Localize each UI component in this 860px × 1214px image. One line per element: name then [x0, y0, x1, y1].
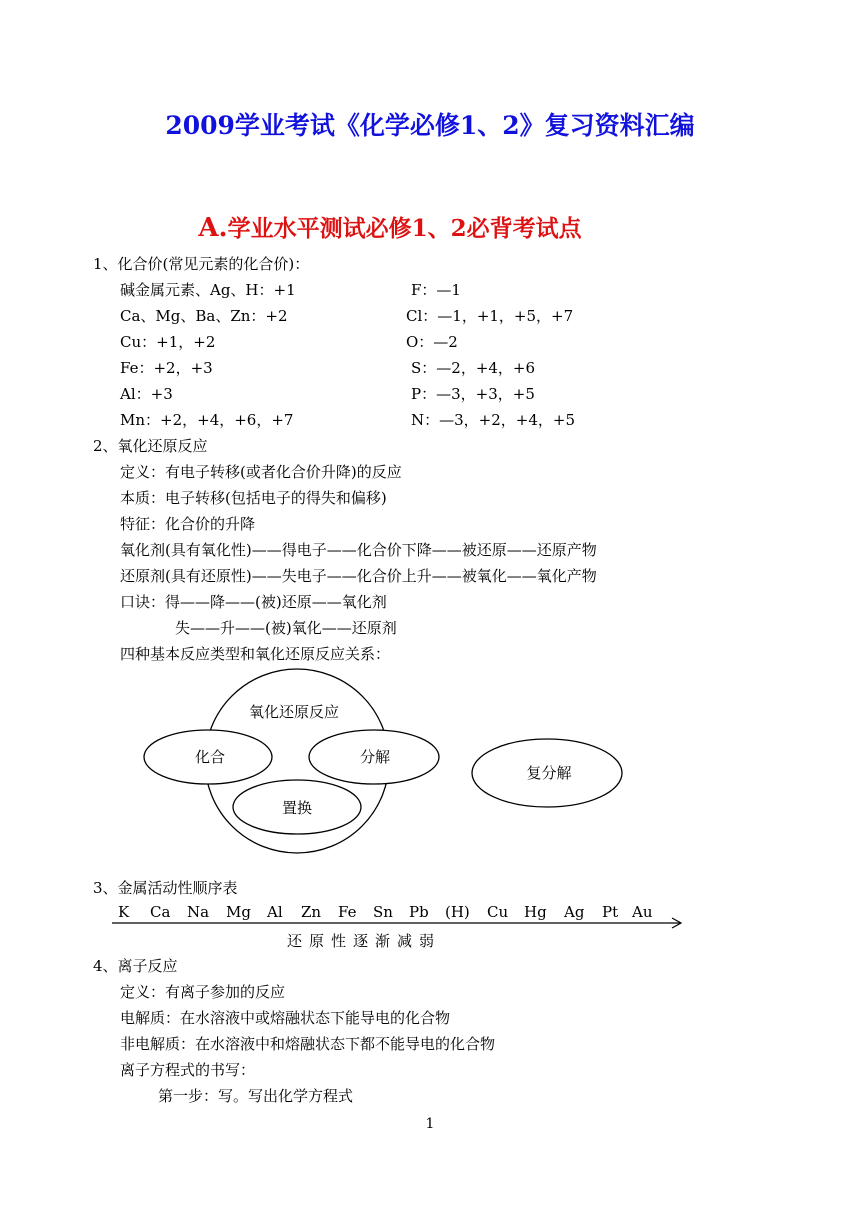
redox-feature: 特征：化合价的升降 [120, 515, 256, 533]
double-decomposition-label: 复分解 [526, 764, 572, 782]
ionic-step-1: 第一步：写。写出化学方程式 [158, 1087, 354, 1105]
metal-item: Pt [602, 903, 619, 921]
nonelectrolyte-definition: 非电解质：在水溶液中和熔融状态下都不能导电的化合物 [120, 1035, 496, 1053]
sec3-heading: 3、金属活动性顺序表 [93, 879, 238, 897]
redox-label: 氧化还原反应 [248, 703, 340, 721]
metal-item: (H) [445, 903, 470, 921]
valence-right-1: F：—1 [411, 281, 461, 299]
section-a-letter: A. [198, 213, 228, 243]
valence-right-2: Cl：—1，+1，+5，+7 [406, 307, 574, 325]
metal-item: Hg [524, 903, 547, 921]
valence-left-5: Al：+3 [120, 385, 173, 403]
valence-right-4: S：—2，+4，+6 [411, 359, 536, 377]
metal-item: Mg [226, 903, 251, 921]
valence-left-2: Ca、Mg、Ba、Zn：+2 [120, 307, 288, 325]
valence-right-3: O：—2 [406, 333, 458, 351]
metal-item: Zn [301, 903, 322, 921]
electrolyte-definition: 电解质：在水溶液中或熔融状态下能导电的化合物 [120, 1009, 451, 1027]
valence-left-1: 碱金属元素、Ag、H：+1 [120, 281, 296, 299]
sec4-heading: 4、离子反应 [93, 957, 178, 975]
decomposition-label: 分解 [359, 748, 391, 766]
combination-label: 化合 [194, 748, 226, 766]
metal-item: Au [632, 903, 653, 921]
reducibility-trend: 还原性逐渐减弱 [287, 932, 442, 950]
metal-item: Cu [487, 903, 509, 921]
metal-item: Al [267, 903, 283, 921]
valence-left-6: Mn：+2，+4，+6，+7 [120, 411, 294, 429]
metal-item: Na [187, 903, 210, 921]
metal-item: Ag [564, 903, 585, 921]
valence-right-5: P：—3，+3，+5 [411, 385, 535, 403]
reaction-relation-label: 四种基本反应类型和氧化还原反应关系： [120, 645, 391, 663]
metal-item: Ca [150, 903, 171, 921]
oxidant-line: 氧化剂(具有氧化性)——得电子——化合价下降——被还原——还原产物 [120, 541, 597, 559]
metal-item: Sn [373, 903, 393, 921]
metal-item: Pb [409, 903, 429, 921]
valence-right-6: N：—3，+2，+4，+5 [411, 411, 576, 429]
redox-definition: 定义：有电子转移(或者化合价升降)的反应 [120, 463, 402, 481]
mnemonic-line-2: 失——升——(被)氧化——还原剂 [175, 619, 397, 637]
mnemonic-line-1: 口诀：得——降——(被)还原——氧化剂 [120, 593, 387, 611]
displacement-label: 置换 [281, 799, 313, 817]
ionic-definition: 定义：有离子参加的反应 [120, 983, 286, 1001]
metal-activity-series [118, 903, 678, 925]
valence-left-3: Cu：+1，+2 [120, 333, 216, 351]
reductant-line: 还原剂(具有还原性)——失电子——化合价上升——被氧化——氧化产物 [120, 567, 597, 585]
valence-left-4: Fe：+2，+3 [120, 359, 213, 377]
sec2-heading: 2、氧化还原反应 [93, 437, 208, 455]
document-title: 2009学业考试《化学必修1、2》复习资料汇编 [165, 111, 695, 140]
sec1-heading: 1、化合价(常见元素的化合价)： [93, 255, 310, 273]
section-a-text: 学业水平测试必修1、2必背考试点 [227, 215, 582, 242]
metal-item: K [118, 903, 130, 921]
redox-essence: 本质：电子转移(包括电子的得失和偏移) [120, 489, 387, 507]
metal-item: Fe [338, 903, 357, 921]
ionic-equation-writing: 离子方程式的书写： [120, 1061, 256, 1079]
page-number: 1 [425, 1116, 435, 1132]
